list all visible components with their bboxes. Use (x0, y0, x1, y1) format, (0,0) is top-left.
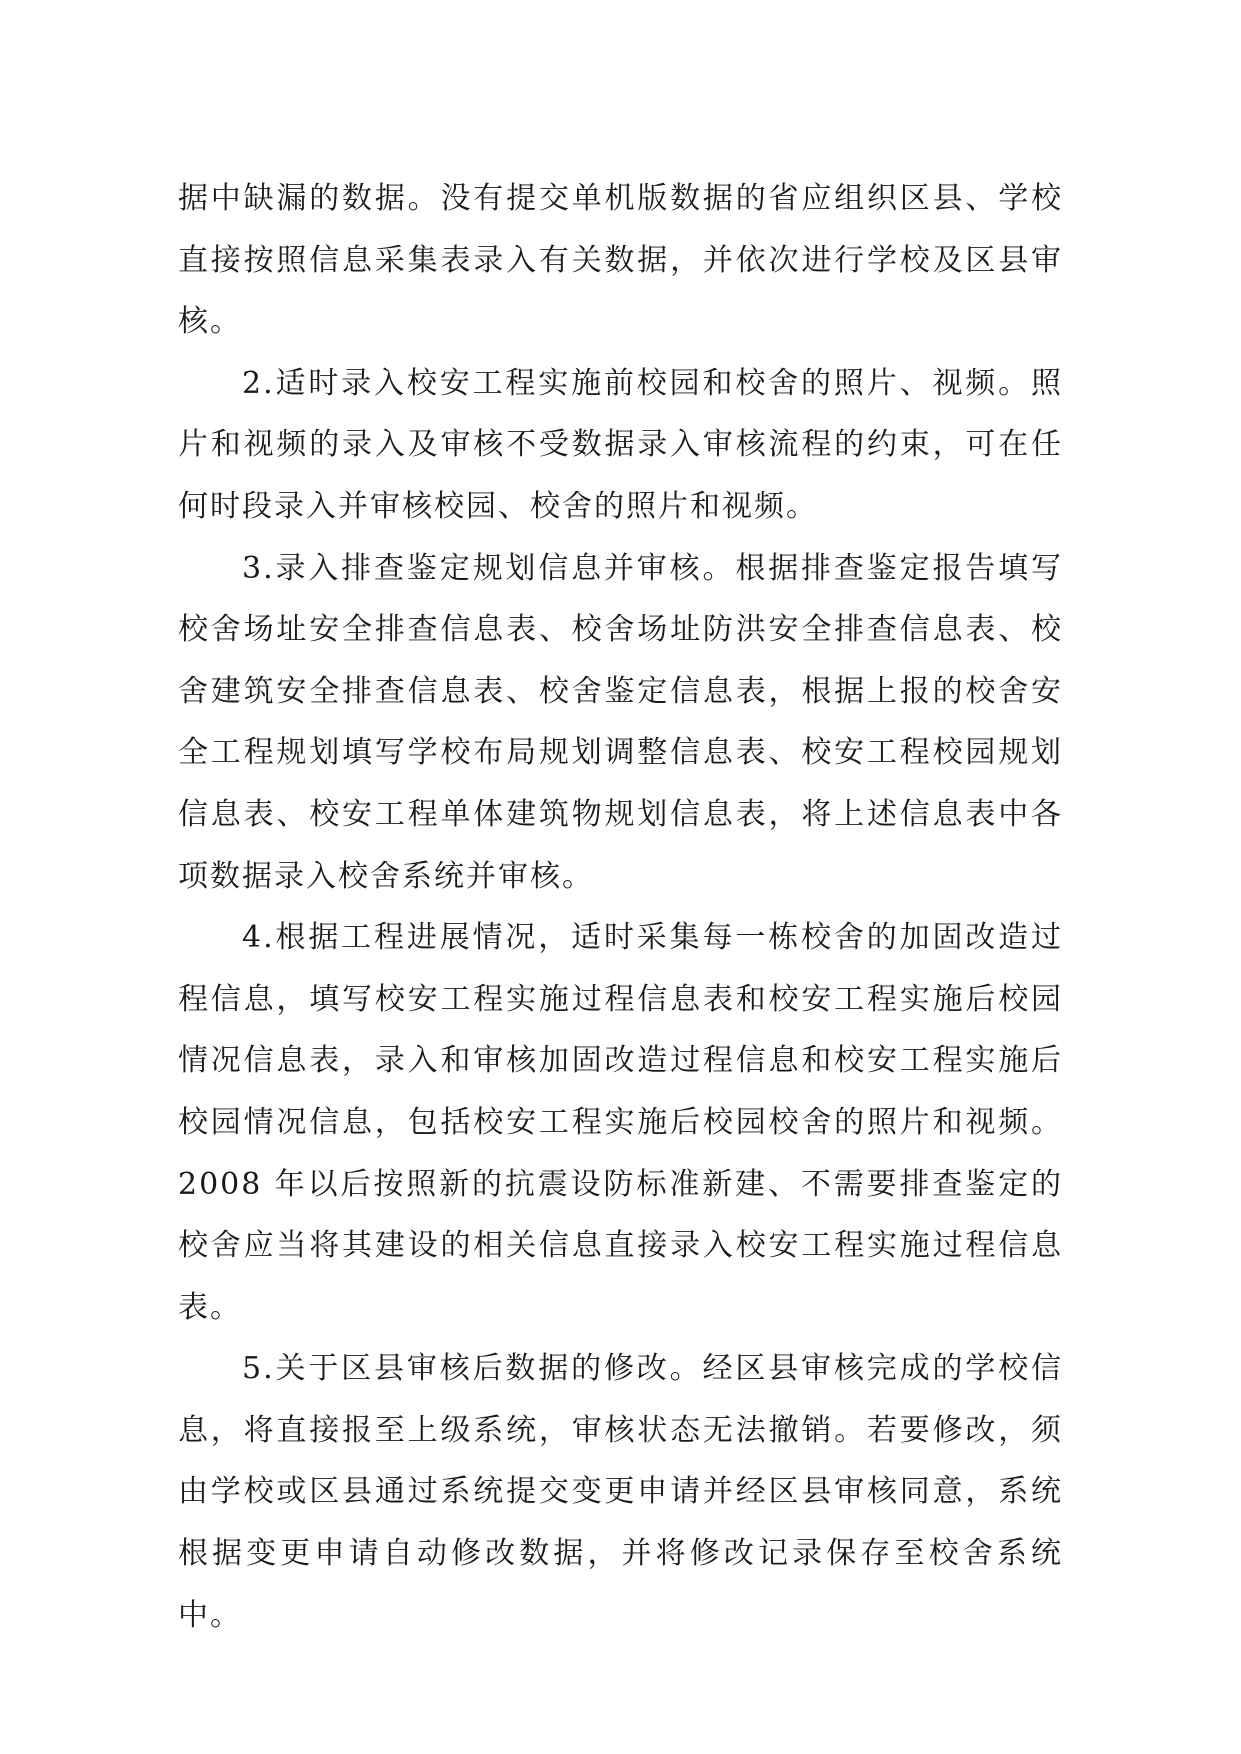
paragraph-item-2: 2.适时录入校安工程实施前校园和校舍的照片、视频。照片和视频的录入及审核不受数据录入审核流程的约束，可在任何时段录入并审核校园、校舍的照片和视频。 (178, 365, 1063, 524)
paragraph-item-4: 4.根据工程进展情况，适时采集每一栋校舍的加固改造过程信息，填写校安工程实施过程信息表和校安工程实施后校园情况信息表，录入和审核加固改造过程信息和校安工程实施后校园情况信息，包括校安工程实施后校园校舍的照片和视频。2008 年以后按照新的抗震设防标准新建、不需要排查鉴定的校舍应当将其建设的相关信息直接录入校安工程实施过程信息表。 (178, 920, 1063, 1325)
paragraph-item-3: 3.录入排查鉴定规划信息并审核。根据排查鉴定报告填写校舍场址安全排查信息表、校舍场址防洪安全排查信息表、校舍建筑安全排查信息表、校舍鉴定信息表，根据上报的校舍安全工程规划填写学校布局规划调整信息表、校安工程校园规划信息表、校安工程单体建筑物规划信息表，将上述信息表中各项数据录入校舍系统并审核。 (178, 550, 1063, 894)
document-body (178, 168, 1063, 1646)
paragraph-continued: 据中缺漏的数据。没有提交单机版数据的省应组织区县、学校直接按照信息采集表录入有关数据，并依次进行学校及区县审核。 (178, 181, 1063, 340)
paragraph-item-5: 5.关于区县审核后数据的修改。经区县审核完成的学校信息，将直接报至上级系统，审核状态无法撤销。若要修改，须由学校或区县通过系统提交变更申请并经区县审核同意，系统根据变更申请自动修改数据，并将修改记录保存至校舍系统中。 (178, 1351, 1063, 1633)
